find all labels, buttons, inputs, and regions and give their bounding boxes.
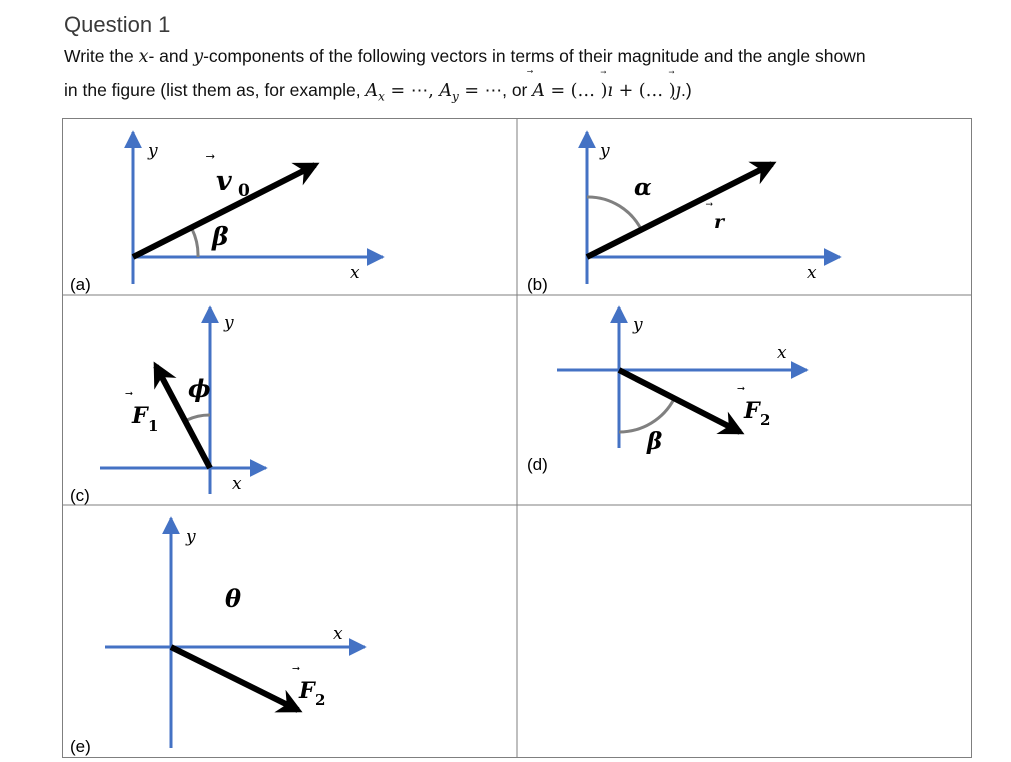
x-axis-label: x xyxy=(333,624,343,644)
instruction-text: Write the xyxy=(64,46,139,66)
question-title: Question 1 xyxy=(64,12,171,37)
svg-text:F: F xyxy=(744,398,760,424)
x-axis-label: x xyxy=(350,263,360,283)
angle-arc xyxy=(587,197,642,231)
svg-text:⃗ xyxy=(125,391,133,396)
svg-text:⃗ xyxy=(292,666,300,671)
math-unit-j: ȷ xyxy=(675,81,681,101)
math-x: x xyxy=(138,47,149,67)
svg-text:⃗ xyxy=(206,154,215,159)
instruction-text: -components of the following vectors in terms of their magnitude and the angle shown xyxy=(203,46,866,66)
svg-text:2: 2 xyxy=(760,411,771,429)
x-axis-label: x xyxy=(807,263,817,283)
angle-label-beta: β xyxy=(212,222,229,251)
angle-label-theta: θ xyxy=(225,584,242,613)
panel-a xyxy=(70,132,383,294)
vector-label-F2 xyxy=(737,386,770,429)
math-vector-A: A xyxy=(532,81,545,101)
svg-text:0: 0 xyxy=(238,181,250,201)
math-sub-y: y xyxy=(452,89,459,104)
math-eq: + (… ) xyxy=(613,81,676,101)
panel-tag-b: (b) xyxy=(527,275,548,294)
vector-label-F2 xyxy=(292,666,325,709)
svg-text:F: F xyxy=(299,678,315,704)
math-y: y xyxy=(193,47,204,67)
x-axis-label: x xyxy=(777,343,787,363)
y-axis-label: y xyxy=(148,141,158,161)
svg-text:2: 2 xyxy=(315,691,326,709)
math-A: A xyxy=(439,81,453,101)
vector-F2 xyxy=(171,647,298,710)
math-A: A xyxy=(365,81,379,101)
math-eq: = ⋯ xyxy=(458,81,503,101)
angle-label-alpha: α xyxy=(634,174,652,201)
instruction-line-2 xyxy=(64,80,692,104)
svg-text:F: F xyxy=(132,403,148,429)
panel-c xyxy=(70,307,266,505)
math-eq: = (… ) xyxy=(544,81,608,101)
instruction-text: in the figure (list them as, for example, xyxy=(64,80,366,100)
svg-text:v: v xyxy=(216,166,232,197)
angle-arc xyxy=(192,229,198,257)
svg-text:1: 1 xyxy=(148,417,159,435)
svg-text:⃗ xyxy=(737,386,745,391)
math-eq: = ⋯, xyxy=(384,81,440,101)
panel-b xyxy=(527,132,840,294)
vector-r xyxy=(587,164,772,257)
figure-svg xyxy=(62,118,972,758)
panel-tag-c: (c) xyxy=(70,486,90,505)
figure-table xyxy=(62,118,972,758)
panel-tag-d: (d) xyxy=(527,455,548,474)
instruction-text: - and xyxy=(148,46,194,66)
instruction-line-1 xyxy=(64,46,866,67)
panel-tag-e: (e) xyxy=(70,737,91,756)
y-axis-label: y xyxy=(224,313,234,333)
y-axis-label: y xyxy=(186,527,196,547)
y-axis-label: y xyxy=(633,315,643,335)
math-sub-x: x xyxy=(378,89,385,104)
panel-e xyxy=(70,518,365,756)
instruction-text: .) xyxy=(680,80,692,100)
angle-label-beta: β xyxy=(647,428,663,455)
vector-label-r xyxy=(705,202,726,233)
y-axis-label: y xyxy=(600,141,610,161)
vector-label-F1 xyxy=(125,391,158,435)
vector-F2 xyxy=(619,370,740,432)
instruction-text: , or xyxy=(502,80,533,100)
panel-d xyxy=(527,307,807,474)
svg-text:⃗ xyxy=(705,202,713,206)
x-axis-label: x xyxy=(232,474,242,494)
math-unit-i: ı xyxy=(607,81,614,101)
vector-label-v0 xyxy=(206,154,250,201)
svg-text:r: r xyxy=(714,211,725,233)
angle-arc xyxy=(187,415,210,420)
panel-tag-a: (a) xyxy=(70,275,91,294)
angle-label-phi: ϕ xyxy=(188,374,211,403)
